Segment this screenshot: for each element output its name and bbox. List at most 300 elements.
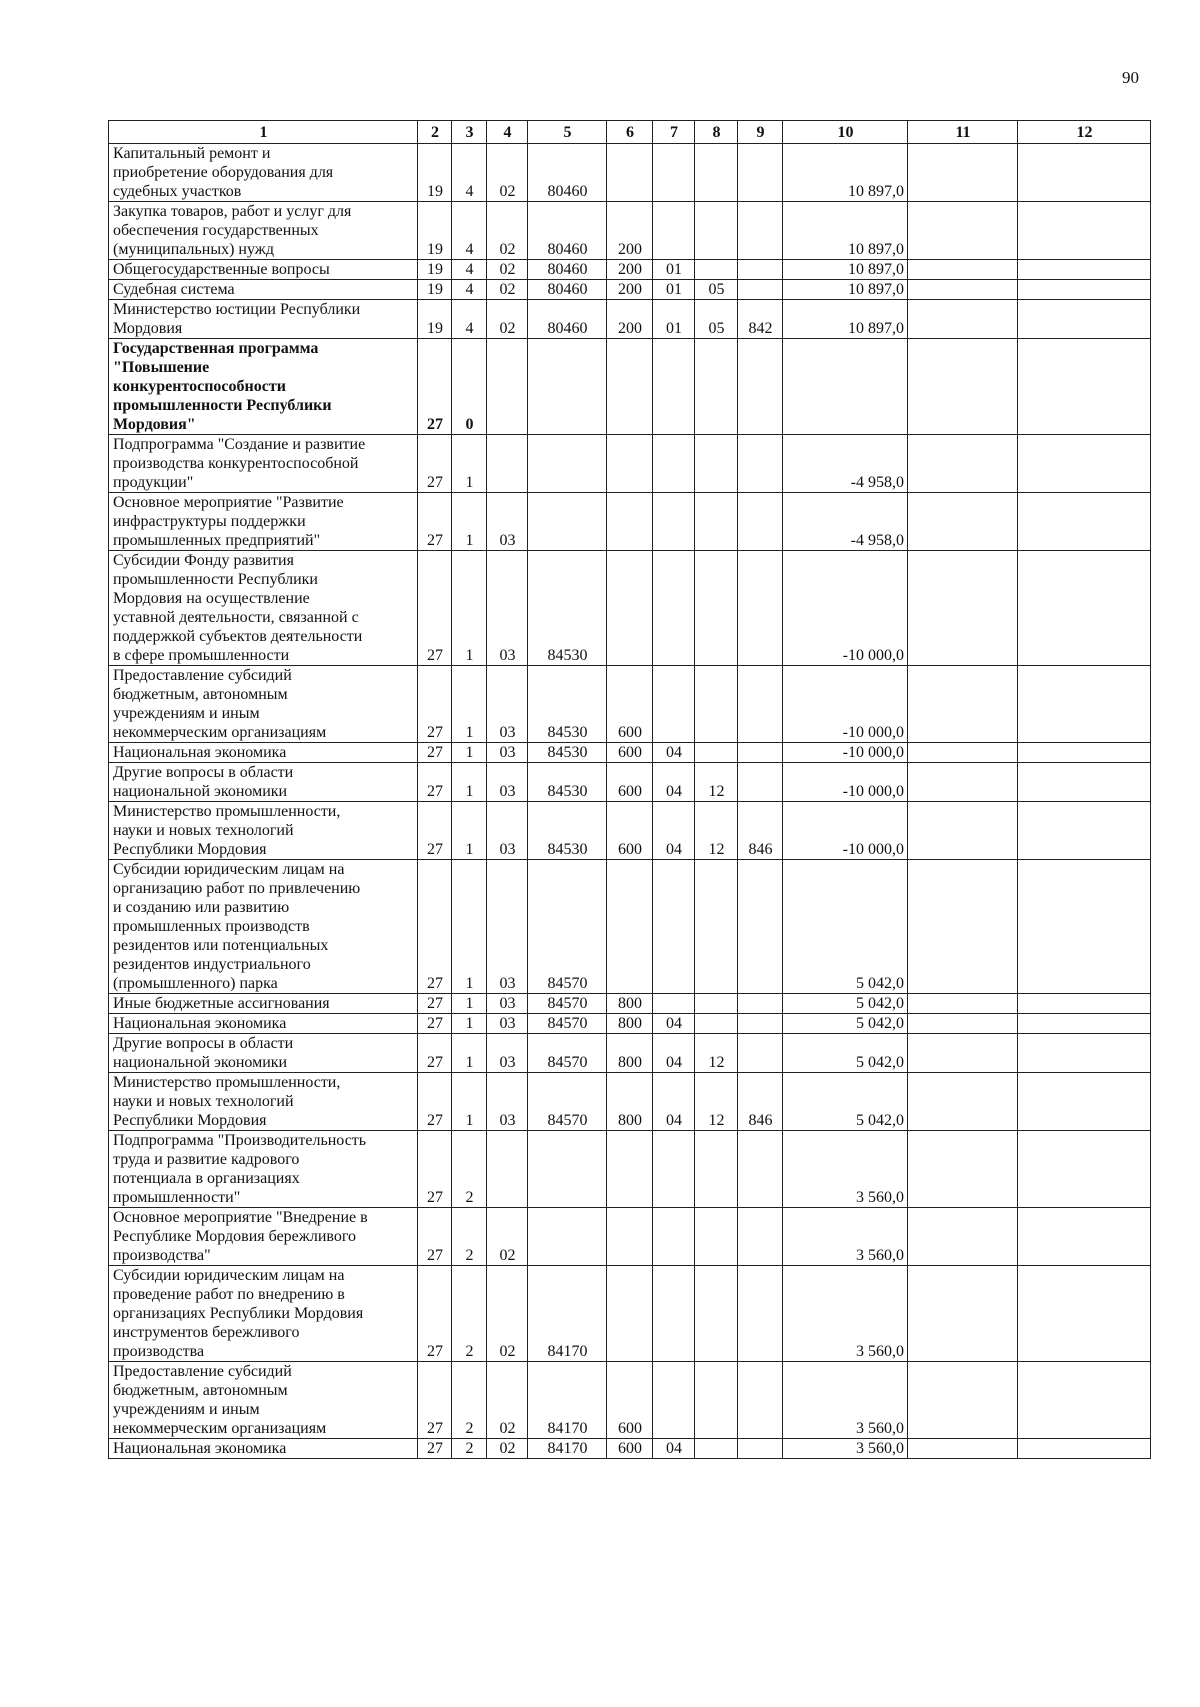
table-cell-col7: 01	[653, 260, 695, 280]
table-cell-col7: 04	[653, 743, 695, 763]
table-cell-col5: 84570	[528, 860, 607, 994]
table-cell-name: Судебная система	[109, 280, 418, 300]
table-cell-col5	[528, 339, 607, 435]
table-cell-col8: 05	[695, 280, 738, 300]
table-cell-amount: 3 560,0	[783, 1362, 908, 1439]
table-cell-col5	[528, 1208, 607, 1266]
table-cell-name: Национальная экономика	[109, 1014, 418, 1034]
table-cell-col2: 27	[418, 1208, 452, 1266]
table-cell-col5: 84530	[528, 763, 607, 802]
table-cell-col9	[738, 280, 783, 300]
table-cell-col9	[738, 260, 783, 280]
table-cell-col12	[1018, 743, 1151, 763]
table-cell-col4	[487, 1131, 528, 1208]
table-cell-col3: 1	[452, 763, 487, 802]
table-cell-name: Государственная программа "Повышение конкурентоспособности промышленности Республики Мордовия"	[109, 339, 418, 435]
table-cell-col3: 1	[452, 994, 487, 1014]
table-cell-col4	[487, 339, 528, 435]
table-cell-col4: 03	[487, 493, 528, 551]
table-cell-col7	[653, 1208, 695, 1266]
table-cell-name: Предоставление субсидий бюджетным, автономным учреждениям и иным некоммерческим организациям	[109, 1362, 418, 1439]
table-cell-col11	[908, 1014, 1018, 1034]
table-cell-name: Субсидии юридическим лицам на проведение работ по внедрению в организациях Республики Мордовия инструментов бережливого производства	[109, 1266, 418, 1362]
table-cell-col5: 84170	[528, 1439, 607, 1459]
table-cell-col8	[695, 1208, 738, 1266]
table-cell-col2: 27	[418, 743, 452, 763]
table-cell-col12	[1018, 1362, 1151, 1439]
table-cell-col12	[1018, 551, 1151, 666]
table-cell-col9	[738, 1439, 783, 1459]
table-cell-col11	[908, 1034, 1018, 1073]
table-cell-col3: 4	[452, 260, 487, 280]
table-cell-col2: 19	[418, 202, 452, 260]
table-cell-col2: 27	[418, 1014, 452, 1034]
table-cell-col12	[1018, 1034, 1151, 1073]
table-cell-col8	[695, 1439, 738, 1459]
table-cell-name: Министерство промышленности, науки и новых технологий Республики Мордовия	[109, 802, 418, 860]
table-row	[109, 1439, 1151, 1459]
header-row	[109, 121, 1151, 144]
table-cell-col7	[653, 666, 695, 743]
table-cell-amount: 10 897,0	[783, 260, 908, 280]
table-cell-name: Национальная экономика	[109, 1439, 418, 1459]
table-cell-col2: 19	[418, 144, 452, 202]
table-cell-col4: 02	[487, 144, 528, 202]
table-cell-col6: 800	[607, 1073, 653, 1131]
table-cell-name: Национальная экономика	[109, 743, 418, 763]
table-cell-col3: 2	[452, 1439, 487, 1459]
table-cell-col4: 03	[487, 551, 528, 666]
table-row	[109, 802, 1151, 860]
col-header-11: 11	[908, 121, 1018, 144]
table-cell-amount: 5 042,0	[783, 1014, 908, 1034]
table-cell-amount: 3 560,0	[783, 1439, 908, 1459]
table-cell-name: Предоставление субсидий бюджетным, автономным учреждениям и иным некоммерческим организациям	[109, 666, 418, 743]
table-cell-col8	[695, 1362, 738, 1439]
table-cell-col4: 02	[487, 1439, 528, 1459]
col-header-4: 4	[487, 121, 528, 144]
table-cell-col9	[738, 666, 783, 743]
table-cell-col9	[738, 1131, 783, 1208]
table-cell-col2: 27	[418, 551, 452, 666]
table-cell-col3: 1	[452, 435, 487, 493]
table-cell-col8	[695, 860, 738, 994]
table-cell-col8: 05	[695, 300, 738, 339]
table-cell-col2: 27	[418, 1073, 452, 1131]
table-cell-col11	[908, 144, 1018, 202]
table-cell-amount: 10 897,0	[783, 144, 908, 202]
table-cell-col9	[738, 339, 783, 435]
table-cell-col11	[908, 994, 1018, 1014]
table-cell-col6: 600	[607, 1439, 653, 1459]
table-cell-col8	[695, 1014, 738, 1034]
table-cell-col4: 03	[487, 1034, 528, 1073]
col-header-6: 6	[607, 121, 653, 144]
table-row	[109, 1362, 1151, 1439]
table-cell-col11	[908, 763, 1018, 802]
table-cell-col6	[607, 860, 653, 994]
table-cell-col3: 1	[452, 1014, 487, 1034]
table-cell-col2: 27	[418, 1131, 452, 1208]
table-cell-col4: 03	[487, 1073, 528, 1131]
table-row	[109, 144, 1151, 202]
table-cell-col6	[607, 1208, 653, 1266]
table-cell-col12	[1018, 1208, 1151, 1266]
table-cell-col2: 19	[418, 300, 452, 339]
table-cell-amount: -4 958,0	[783, 435, 908, 493]
table-cell-col9	[738, 1034, 783, 1073]
table-row	[109, 435, 1151, 493]
table-cell-col12	[1018, 994, 1151, 1014]
table-cell-name: Подпрограмма "Производительность труда и развитие кадрового потенциала в организациях промышленности"	[109, 1131, 418, 1208]
table-cell-col9: 846	[738, 1073, 783, 1131]
table-cell-col5: 84530	[528, 551, 607, 666]
table-cell-col11	[908, 860, 1018, 994]
col-header-9: 9	[738, 121, 783, 144]
table-body	[109, 144, 1151, 1459]
table-cell-col6: 600	[607, 763, 653, 802]
table-cell-col3: 2	[452, 1362, 487, 1439]
table-cell-amount: 3 560,0	[783, 1131, 908, 1208]
table-cell-col5: 84570	[528, 1014, 607, 1034]
table-cell-col8	[695, 144, 738, 202]
table-row	[109, 551, 1151, 666]
table-cell-col2: 27	[418, 339, 452, 435]
table-cell-col6: 200	[607, 300, 653, 339]
table-cell-name: Основное мероприятие "Развитие инфраструктуры поддержки промышленных предприятий"	[109, 493, 418, 551]
table-cell-col6	[607, 144, 653, 202]
table-row	[109, 1131, 1151, 1208]
table-cell-col6: 200	[607, 260, 653, 280]
table-cell-col9	[738, 1014, 783, 1034]
table-cell-amount: -10 000,0	[783, 666, 908, 743]
table-cell-col12	[1018, 435, 1151, 493]
table-cell-col9: 842	[738, 300, 783, 339]
table-cell-col4: 03	[487, 802, 528, 860]
table-cell-col5	[528, 493, 607, 551]
table-cell-col8	[695, 743, 738, 763]
table-cell-amount: 3 560,0	[783, 1266, 908, 1362]
table-cell-col11	[908, 280, 1018, 300]
table-cell-col9	[738, 994, 783, 1014]
table-cell-col7	[653, 339, 695, 435]
table-cell-col12	[1018, 1014, 1151, 1034]
table-cell-amount: 10 897,0	[783, 280, 908, 300]
table-cell-col4: 02	[487, 1362, 528, 1439]
table-row	[109, 666, 1151, 743]
table-cell-col5	[528, 1131, 607, 1208]
table-cell-col2: 27	[418, 994, 452, 1014]
table-cell-col12	[1018, 493, 1151, 551]
table-cell-col7	[653, 860, 695, 994]
table-cell-col8	[695, 1131, 738, 1208]
table-cell-col3: 1	[452, 802, 487, 860]
table-cell-col7: 04	[653, 1073, 695, 1131]
table-cell-col9	[738, 763, 783, 802]
table-cell-col3: 1	[452, 1073, 487, 1131]
table-cell-name: Общегосударственные вопросы	[109, 260, 418, 280]
table-cell-col7	[653, 1131, 695, 1208]
table-cell-col3: 4	[452, 144, 487, 202]
table-cell-col11	[908, 260, 1018, 280]
table-cell-col7	[653, 435, 695, 493]
table-cell-col2: 27	[418, 435, 452, 493]
table-cell-col12	[1018, 300, 1151, 339]
table-cell-col12	[1018, 763, 1151, 802]
table-row	[109, 280, 1151, 300]
table-cell-col5: 80460	[528, 144, 607, 202]
table-cell-col6: 600	[607, 743, 653, 763]
table-cell-col8: 12	[695, 1073, 738, 1131]
table-cell-col3: 2	[452, 1208, 487, 1266]
table-cell-col2: 27	[418, 1266, 452, 1362]
table-cell-col6: 600	[607, 1362, 653, 1439]
col-header-5: 5	[528, 121, 607, 144]
table-cell-name: Подпрограмма "Создание и развитие производства конкурентоспособной продукции"	[109, 435, 418, 493]
table-row	[109, 994, 1151, 1014]
table-cell-col9	[738, 435, 783, 493]
table-cell-col12	[1018, 666, 1151, 743]
table-cell-col8	[695, 493, 738, 551]
table-row	[109, 763, 1151, 802]
table-cell-col8	[695, 435, 738, 493]
table-cell-col12	[1018, 260, 1151, 280]
table-cell-col5: 84530	[528, 743, 607, 763]
table-cell-name: Закупка товаров, работ и услуг для обеспечения государственных (муниципальных) нужд	[109, 202, 418, 260]
table-cell-col6	[607, 493, 653, 551]
table-cell-amount: 10 897,0	[783, 202, 908, 260]
table-cell-col5: 80460	[528, 260, 607, 280]
table-cell-amount: 10 897,0	[783, 300, 908, 339]
table-row	[109, 339, 1151, 435]
table-cell-col6: 200	[607, 280, 653, 300]
table-cell-col5: 84530	[528, 666, 607, 743]
table-cell-col7	[653, 202, 695, 260]
table-cell-col2: 27	[418, 763, 452, 802]
table-cell-col9	[738, 1362, 783, 1439]
table-cell-amount: -10 000,0	[783, 743, 908, 763]
table-cell-name: Субсидии юридическим лицам на организацию работ по привлечению и созданию или развитию промышленных производств резидентов или потенциальных резидентов индустриального (промышленного) парка	[109, 860, 418, 994]
col-header-3: 3	[452, 121, 487, 144]
table-cell-name: Субсидии Фонду развития промышленности Республики Мордовия на осуществление уставной деятельности, связанной с поддержкой субъектов деятельности в сфере промышленности	[109, 551, 418, 666]
table-cell-amount: 3 560,0	[783, 1208, 908, 1266]
col-header-10: 10	[783, 121, 908, 144]
table-cell-col5: 80460	[528, 202, 607, 260]
table-cell-col4: 03	[487, 743, 528, 763]
table-cell-col7: 01	[653, 300, 695, 339]
table-row	[109, 260, 1151, 280]
table-cell-col8	[695, 339, 738, 435]
table-cell-name: Министерство юстиции Республики Мордовия	[109, 300, 418, 339]
table-cell-col11	[908, 1439, 1018, 1459]
table-cell-col4: 02	[487, 1266, 528, 1362]
table-cell-col11	[908, 666, 1018, 743]
table-row	[109, 202, 1151, 260]
table-cell-col4: 02	[487, 260, 528, 280]
table-cell-col3: 1	[452, 551, 487, 666]
table-cell-col5: 84170	[528, 1266, 607, 1362]
table-cell-col8	[695, 1266, 738, 1362]
table-cell-col9	[738, 144, 783, 202]
table-cell-col7	[653, 1266, 695, 1362]
table-cell-col2: 19	[418, 260, 452, 280]
table-cell-col4: 03	[487, 763, 528, 802]
table-cell-col11	[908, 802, 1018, 860]
col-header-7: 7	[653, 121, 695, 144]
table-cell-col7	[653, 493, 695, 551]
budget-table	[108, 120, 1151, 1459]
table-row	[109, 743, 1151, 763]
table-cell-col7: 01	[653, 280, 695, 300]
table-cell-col7	[653, 1362, 695, 1439]
table-cell-col5: 84570	[528, 994, 607, 1014]
table-cell-col7: 04	[653, 1034, 695, 1073]
table-cell-col2: 27	[418, 1362, 452, 1439]
table-cell-col4: 03	[487, 994, 528, 1014]
table-cell-col6: 200	[607, 202, 653, 260]
table-row	[109, 860, 1151, 994]
table-cell-col6: 600	[607, 666, 653, 743]
table-cell-col7: 04	[653, 763, 695, 802]
table-cell-amount	[783, 339, 908, 435]
table-cell-col3: 1	[452, 666, 487, 743]
table-cell-col7: 04	[653, 802, 695, 860]
table-cell-col12	[1018, 280, 1151, 300]
table-cell-col3: 4	[452, 280, 487, 300]
table-cell-name: Другие вопросы в области национальной экономики	[109, 763, 418, 802]
table-cell-col9: 846	[738, 802, 783, 860]
table-cell-col6	[607, 1131, 653, 1208]
table-cell-col6: 800	[607, 1014, 653, 1034]
table-cell-col7: 04	[653, 1439, 695, 1459]
table-row	[109, 1208, 1151, 1266]
table-cell-col2: 27	[418, 1439, 452, 1459]
table-cell-col8	[695, 551, 738, 666]
table-cell-col12	[1018, 1131, 1151, 1208]
table-cell-col7	[653, 144, 695, 202]
table-cell-col4: 02	[487, 1208, 528, 1266]
table-cell-col2: 19	[418, 280, 452, 300]
table-cell-amount: -10 000,0	[783, 763, 908, 802]
page-number: 90	[1122, 68, 1139, 87]
table-cell-col4: 03	[487, 860, 528, 994]
table-cell-col12	[1018, 860, 1151, 994]
table-cell-col3: 2	[452, 1266, 487, 1362]
table-cell-col9	[738, 551, 783, 666]
table-cell-col3: 1	[452, 1034, 487, 1073]
table-cell-col11	[908, 1266, 1018, 1362]
table-cell-col11	[908, 1208, 1018, 1266]
table-cell-col7	[653, 994, 695, 1014]
table-cell-col4: 02	[487, 202, 528, 260]
table-cell-col6: 600	[607, 802, 653, 860]
table-cell-name: Министерство промышленности, науки и новых технологий Республики Мордовия	[109, 1073, 418, 1131]
table-cell-col12	[1018, 1439, 1151, 1459]
table-cell-col9	[738, 493, 783, 551]
table-cell-col12	[1018, 144, 1151, 202]
table-cell-col7	[653, 551, 695, 666]
table-row	[109, 1073, 1151, 1131]
table-cell-col12	[1018, 1266, 1151, 1362]
table-cell-col11	[908, 339, 1018, 435]
table-cell-col5: 80460	[528, 280, 607, 300]
table-row	[109, 493, 1151, 551]
table-cell-col9	[738, 743, 783, 763]
table-cell-col9	[738, 1266, 783, 1362]
table-cell-amount: 5 042,0	[783, 1073, 908, 1131]
table-cell-col11	[908, 1131, 1018, 1208]
table-cell-col5: 84570	[528, 1034, 607, 1073]
table-cell-name: Иные бюджетные ассигнования	[109, 994, 418, 1014]
table-cell-col9	[738, 1208, 783, 1266]
table-cell-col2: 27	[418, 860, 452, 994]
table-cell-col2: 27	[418, 493, 452, 551]
table-cell-col2: 27	[418, 802, 452, 860]
table-cell-col12	[1018, 802, 1151, 860]
table-cell-amount: 5 042,0	[783, 1034, 908, 1073]
table-cell-col3: 1	[452, 860, 487, 994]
table-cell-col9	[738, 202, 783, 260]
table-cell-col11	[908, 743, 1018, 763]
col-header-2: 2	[418, 121, 452, 144]
table-cell-col8: 12	[695, 763, 738, 802]
table-cell-col8	[695, 202, 738, 260]
table-cell-col5: 84170	[528, 1362, 607, 1439]
table-cell-col11	[908, 300, 1018, 339]
col-header-8: 8	[695, 121, 738, 144]
table-cell-col6	[607, 435, 653, 493]
table-cell-col11	[908, 1073, 1018, 1131]
table-cell-amount: -4 958,0	[783, 493, 908, 551]
table-cell-col8: 12	[695, 802, 738, 860]
table-cell-col6	[607, 1266, 653, 1362]
table-cell-col2: 27	[418, 1034, 452, 1073]
table-cell-col9	[738, 860, 783, 994]
table-cell-name: Капитальный ремонт и приобретение оборудования для судебных участков	[109, 144, 418, 202]
table-cell-col11	[908, 493, 1018, 551]
table-cell-col12	[1018, 1073, 1151, 1131]
table-cell-col2: 27	[418, 666, 452, 743]
table-cell-amount: 5 042,0	[783, 994, 908, 1014]
table-cell-col3: 1	[452, 743, 487, 763]
table-cell-col3: 4	[452, 300, 487, 339]
table-cell-col3: 0	[452, 339, 487, 435]
table-cell-amount: -10 000,0	[783, 551, 908, 666]
table-cell-col11	[908, 1362, 1018, 1439]
table-cell-col5	[528, 435, 607, 493]
table-cell-col4	[487, 435, 528, 493]
table-row	[109, 1014, 1151, 1034]
table-cell-col12	[1018, 202, 1151, 260]
table-cell-col8	[695, 666, 738, 743]
table-row	[109, 1034, 1151, 1073]
table-cell-col8	[695, 994, 738, 1014]
table-cell-name: Основное мероприятие "Внедрение в Республике Мордовия бережливого производства"	[109, 1208, 418, 1266]
table-cell-col6	[607, 551, 653, 666]
table-cell-col4: 03	[487, 1014, 528, 1034]
table-cell-col11	[908, 551, 1018, 666]
table-cell-amount: 5 042,0	[783, 860, 908, 994]
col-header-1: 1	[109, 121, 418, 144]
table-cell-col7: 04	[653, 1014, 695, 1034]
table-cell-col5: 84530	[528, 802, 607, 860]
table-cell-col3: 2	[452, 1131, 487, 1208]
table-cell-col4: 02	[487, 300, 528, 339]
table-row	[109, 300, 1151, 339]
table-cell-col6: 800	[607, 994, 653, 1014]
table-cell-col5: 80460	[528, 300, 607, 339]
table-row	[109, 1266, 1151, 1362]
